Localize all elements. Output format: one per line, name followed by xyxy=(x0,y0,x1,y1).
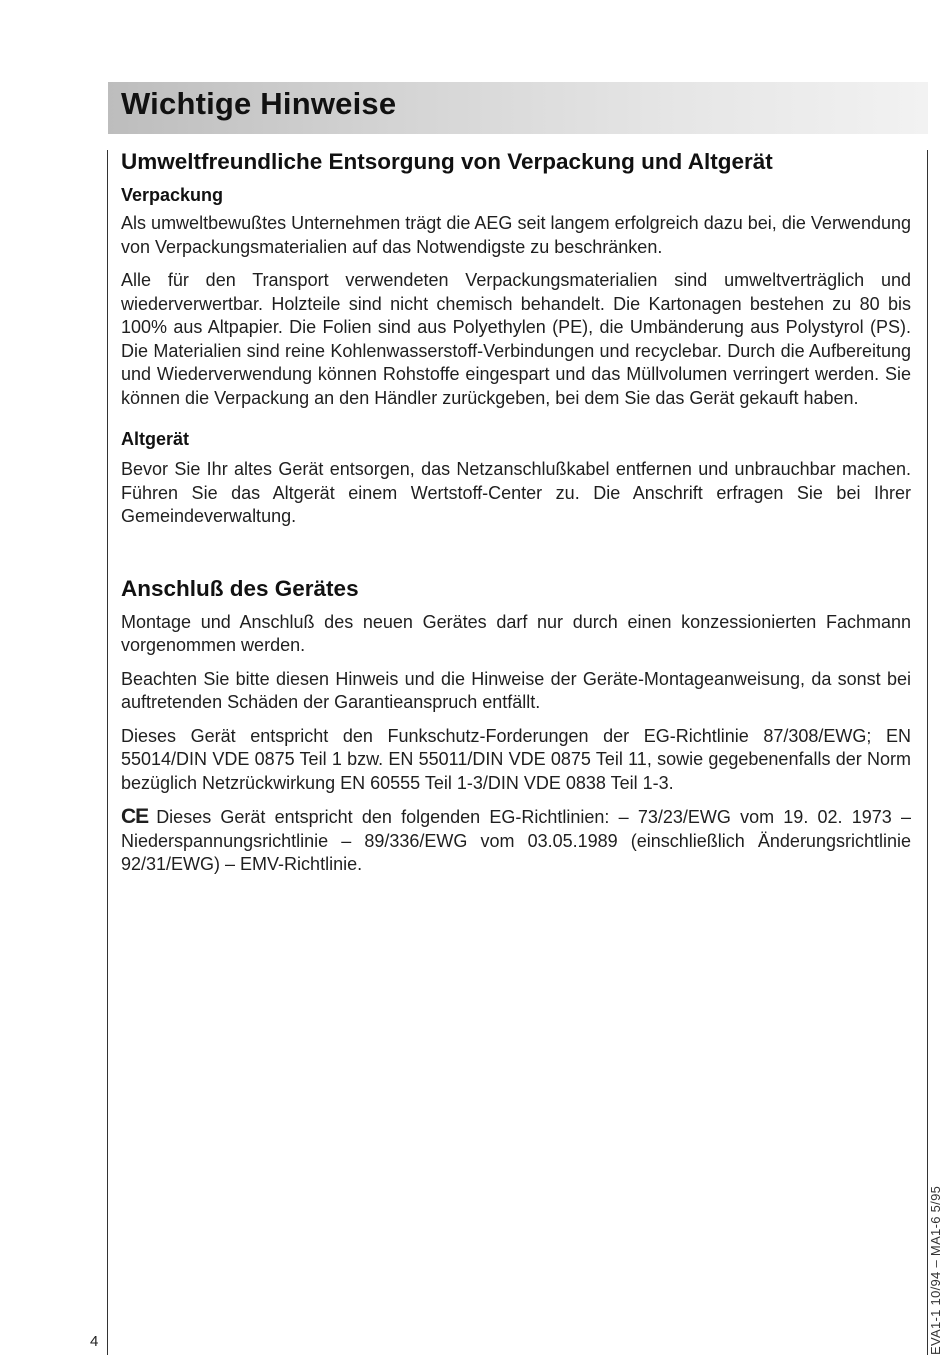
document-body xyxy=(121,146,911,877)
connection-paragraph-3: Dieses Gerät entspricht den Funkschutz-Forderungen der EG-Richtlinie 87/308/EWG; EN 55014/DIN VDE 0875 Teil 1 bzw. EN 55011/DIN VDE 0875 Teil 11, sowie gegebenenfalls der Norm bezüglich Netzrückwirkung EN 60555 Teil 1-3/DIN VDE 0838 Teil 1-3. xyxy=(121,725,911,793)
subheading-packaging: Verpackung xyxy=(121,185,224,205)
packaging-paragraph-1: Als umweltbewußtes Unternehmen trägt die AEG seit langem erfolgreich dazu bei, die Verwendung von Verpackungsmaterialien auf das Notwendigste zu beschränken. xyxy=(121,213,911,257)
ce-paragraph-text: Dieses Gerät entspricht den folgenden EG-Richtlinien: – 73/23/EWG vom 19. 02. 1973 – Niederspannungsrichtlinie – 89/336/EWG vom 03.05.1989 (einschließlich Änderungsrichtlinie 92/31/EWG) – EMV-Richtlinie. xyxy=(121,807,911,874)
section-heading-disposal: Umweltfreundliche Entsorgung von Verpackung und Altgerät xyxy=(121,149,773,174)
ce-mark-icon: CE xyxy=(121,805,149,828)
subheading-old-appliance: Altgerät xyxy=(121,429,190,449)
page-number: 4 xyxy=(90,1333,99,1350)
left-margin-rule xyxy=(107,150,108,1355)
page-title: Wichtige Hinweise xyxy=(121,86,397,121)
section-heading-connection: Anschluß des Gerätes xyxy=(121,575,359,601)
document-code: EVA1-1 10/94 – MA1-6 5/95 xyxy=(928,1185,943,1355)
ce-paragraph xyxy=(121,805,911,877)
connection-paragraph-1: Montage und Anschluß des neuen Gerätes darf nur durch einen konzessionierten Fachmann vorgenommen werden. xyxy=(121,611,911,655)
old-appliance-paragraph: Bevor Sie Ihr altes Gerät entsorgen, das Netzanschlußkabel entfernen und unbrauchbar machen. Führen Sie das Altgerät einem Wertstoff-Center zu. Die Anschrift erfragen Sie bei Ihrer Gemeindeverwaltung. xyxy=(121,459,911,526)
right-margin-rule xyxy=(927,150,928,1355)
connection-paragraph-2: Beachten Sie bitte diesen Hinweis und die Hinweise der Geräte-Montageanweisung, da sonst bei auftretenden Schäden der Garantieanspruch entfällt. xyxy=(121,668,911,712)
packaging-paragraph-2: Alle für den Transport verwendeten Verpackungsmaterialien sind umweltverträglich und wiederverwertbar. Holzteile sind nicht chemisch behandelt. Die Kartonagen bestehen zu 80 bis 100% aus Altpapier. Die Folien sind aus Polyethylen (PE), die Umbänderung aus Polystyrol (PS). Die Materialien sind reine Kohlenwasserstoff-Verbindungen und recyclebar. Durch die Aufbereitung und Wiederverwendung können Rohstoffe eingespart und das Müllvolumen verringert werden. Sie können die Verpackung an den Händler zurückgeben, bei dem Sie das Gerät gekauft haben. xyxy=(121,270,911,408)
